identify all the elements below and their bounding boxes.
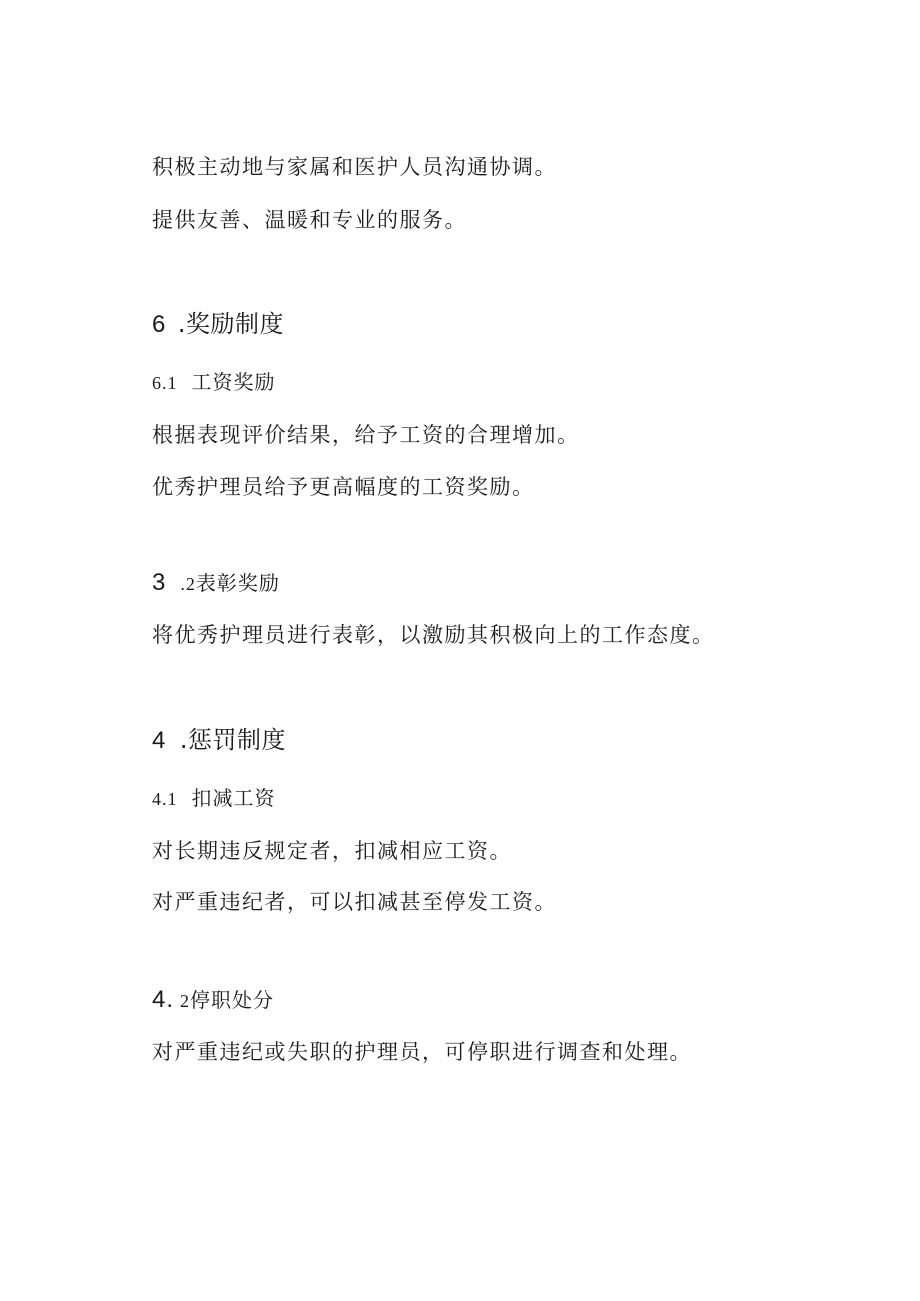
section-number: 6 <box>152 311 166 338</box>
subsection-number-suffix: 2 <box>180 991 191 1011</box>
paragraph-line: 提供友善、温暖和专业的服务。 <box>152 208 467 232</box>
subsection-heading-suspension <box>152 985 274 1016</box>
section-heading-penalties <box>152 725 286 756</box>
subsection-heading-salary-reward <box>152 367 276 398</box>
paragraph-line: 对严重违纪或失职的护理员，可停职进行调查和处理。 <box>152 1040 692 1064</box>
subsection-heading-salary-deduction <box>152 783 276 814</box>
subsection-number: 4. <box>152 986 175 1013</box>
subsection-number: 3 <box>152 569 167 596</box>
section-heading-rewards <box>152 309 284 340</box>
subsection-title: 扣减工资 <box>191 786 276 810</box>
section-title: .奖励制度 <box>177 310 284 338</box>
paragraph-line: 根据表现评价结果，给予工资的合理增加。 <box>152 423 580 447</box>
subsection-number: 4.1 <box>152 789 178 809</box>
section-title: .惩罚制度 <box>179 726 286 754</box>
section-number: 4 <box>152 727 166 754</box>
paragraph-line: 优秀护理员给予更高幅度的工资奖励。 <box>152 475 535 499</box>
subsection-heading-commendation <box>152 568 280 599</box>
paragraph-line: 将优秀护理员进行表彰，以激励其积极向上的工作态度。 <box>152 623 715 647</box>
paragraph-line: 积极主动地与家属和医护人员沟通协调。 <box>152 155 557 179</box>
subsection-title: 表彰奖励 <box>195 571 280 595</box>
subsection-title: 停职处分 <box>190 988 275 1012</box>
subsection-number-suffix: .2 <box>180 574 196 594</box>
paragraph-line: 对严重违纪者，可以扣减甚至停发工资。 <box>152 890 557 914</box>
subsection-number: 6.1 <box>152 373 178 393</box>
subsection-title: 工资奖励 <box>191 370 276 394</box>
paragraph-line: 对长期违反规定者，扣减相应工资。 <box>152 839 512 863</box>
